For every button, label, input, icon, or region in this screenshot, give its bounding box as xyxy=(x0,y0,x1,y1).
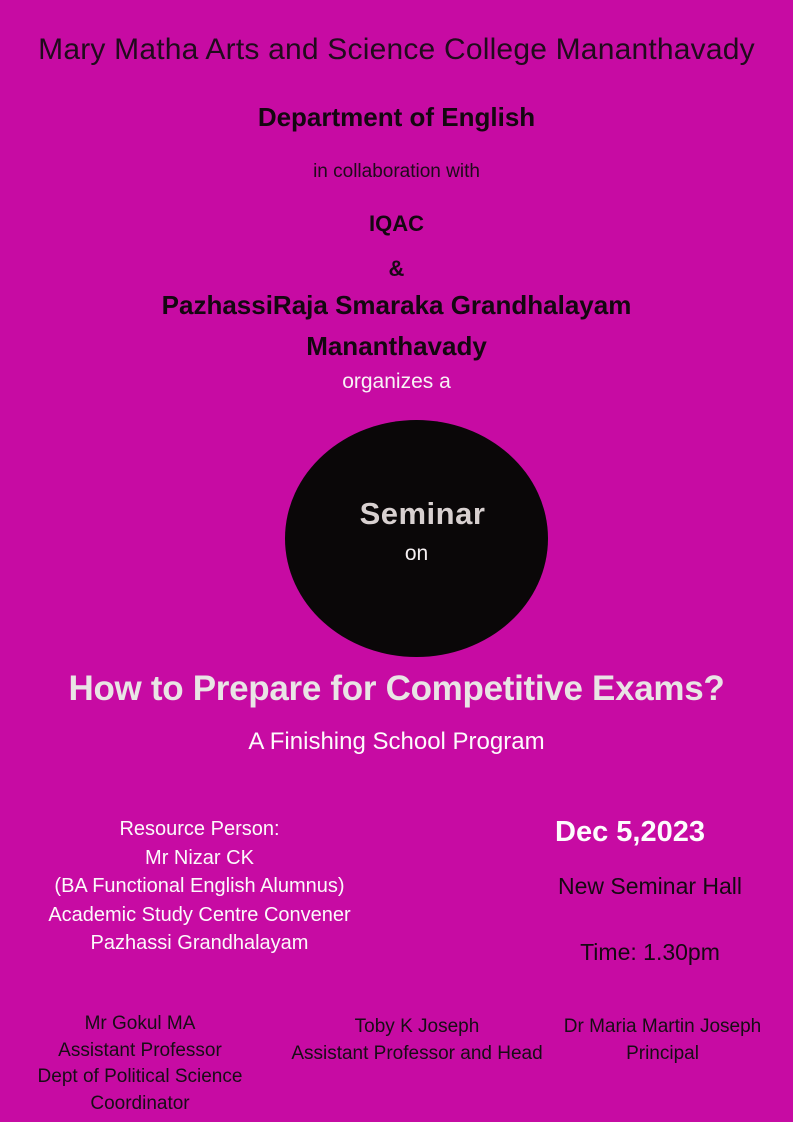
badge-title: Seminar xyxy=(359,495,486,531)
organizes-text: organizes a xyxy=(342,370,451,393)
signatory-title: Assistant Professor xyxy=(58,1039,222,1061)
event-time: Time: 1.30pm xyxy=(580,939,720,965)
resource-person-name: Mr Nizar CK xyxy=(145,846,254,869)
signatory-title: Assistant Professor and Head xyxy=(291,1042,543,1064)
collaborator-grandhalayam-line2: Mananthavady xyxy=(306,331,487,361)
signatory-dept: Dept of Political Science xyxy=(37,1066,243,1087)
department-name: Department of English xyxy=(257,102,536,132)
resource-person-role: Academic Study Centre Convener xyxy=(48,903,351,926)
ampersand: & xyxy=(388,256,405,281)
collaborator-grandhalayam-line1: PazhassiRaja Smaraka Grandhalayam xyxy=(161,290,632,320)
collaboration-intro: in collaboration with xyxy=(313,161,480,182)
resource-person-block xyxy=(22,815,377,958)
event-headline: How to Prepare for Competitive Exams? xyxy=(68,669,725,708)
collaborator-grandhalayam xyxy=(0,285,793,367)
event-venue: New Seminar Hall xyxy=(557,873,743,899)
seminar-circle-badge xyxy=(285,420,548,657)
signatory-name: Mr Gokul MA xyxy=(84,1013,196,1034)
signatory-title: Principal xyxy=(626,1042,699,1064)
event-date: Dec 5,2023 xyxy=(555,816,705,848)
resource-person-label: Resource Person: xyxy=(119,818,280,840)
collaborator-iqac: IQAC xyxy=(369,211,424,236)
signatory-coordinator xyxy=(25,1011,255,1117)
resource-person-credential: (BA Functional English Alumnus) xyxy=(54,875,345,897)
signatory-role: Coordinator xyxy=(90,1092,190,1114)
resource-person-org: Pazhassi Grandhalayam xyxy=(90,932,309,954)
badge-connector: on xyxy=(404,541,429,565)
signatory-head xyxy=(272,1014,562,1067)
signatory-name: Toby K Joseph xyxy=(354,1016,480,1037)
event-subtitle: A Finishing School Program xyxy=(248,728,545,755)
college-name: Mary Matha Arts and Science College Mananthavady xyxy=(38,33,755,66)
signatory-principal xyxy=(540,1014,785,1067)
signatory-name: Dr Maria Martin Joseph xyxy=(563,1016,762,1037)
